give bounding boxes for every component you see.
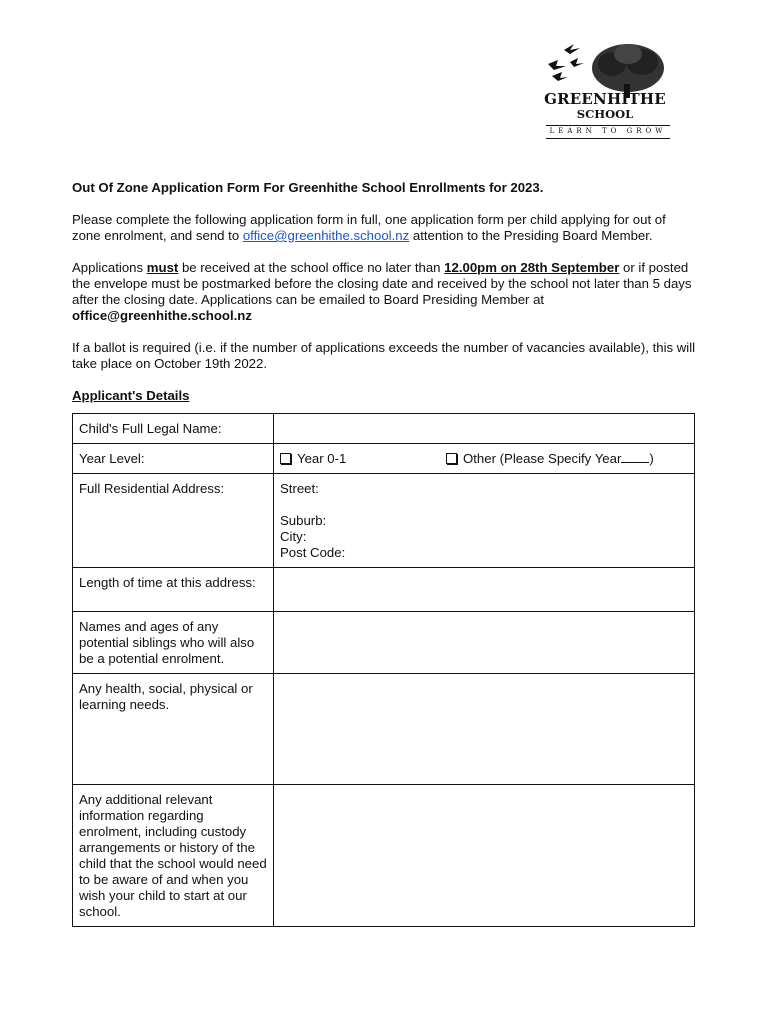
logo-school: SCHOOL <box>576 107 634 121</box>
additional-info-label: Any additional relevant information regarding enrolment, including custody arrangements or history of the child that the school would need to be aware of and when you wish your child to start at our school. <box>73 785 274 927</box>
street-label: Street: <box>280 481 319 496</box>
suburb-label: Suburb: <box>280 513 327 528</box>
deadline-text-2: be received at the school office no later than <box>178 260 445 275</box>
table-row <box>73 785 695 927</box>
table-row <box>73 414 695 444</box>
logo-divider-bottom <box>546 138 670 139</box>
board-email: office@greenhithe.school.nz <box>72 308 252 323</box>
needs-field[interactable] <box>274 674 695 785</box>
siblings-label: Names and ages of any potential siblings who will also be a potential enrolment. <box>73 612 274 674</box>
year-level-field <box>274 444 695 474</box>
office-email-link[interactable]: office@greenhithe.school.nz <box>242 228 410 243</box>
school-logo <box>540 40 675 142</box>
table-row <box>73 474 695 568</box>
other-year-option[interactable] <box>446 451 654 467</box>
must-emphasis: must <box>146 260 179 275</box>
other-year-close: ) <box>649 451 654 466</box>
year-0-1-label: Year 0-1 <box>297 451 347 466</box>
table-row <box>73 568 695 612</box>
city-label: City: <box>280 529 307 544</box>
table-row <box>73 612 695 674</box>
address-field[interactable] <box>274 474 695 568</box>
table-row <box>73 674 695 785</box>
length-at-address-field[interactable] <box>274 568 695 612</box>
table-row <box>73 444 695 474</box>
logo-divider-top <box>546 125 670 126</box>
form-title: Out Of Zone Application Form For Greenhithe School Enrollments for 2023. <box>72 180 544 195</box>
checkbox-icon[interactable] <box>446 453 457 464</box>
postcode-label: Post Code: <box>280 545 346 560</box>
applicant-details-table <box>72 413 695 927</box>
siblings-field[interactable] <box>274 612 695 674</box>
deadline-date: 12.00pm on 28th September <box>444 260 620 275</box>
child-name-field[interactable] <box>274 414 695 444</box>
logo-tagline: LEARN TO GROW <box>549 127 667 135</box>
child-name-label: Child's Full Legal Name: <box>73 414 274 444</box>
additional-info-field[interactable] <box>274 785 695 927</box>
year-level-label: Year Level: <box>73 444 274 474</box>
section-title: Applicant's Details <box>72 388 190 403</box>
checkbox-icon[interactable] <box>280 453 291 464</box>
deadline-paragraph <box>72 260 697 324</box>
deadline-text-1: Applications <box>72 260 147 275</box>
intro-paragraph <box>72 212 697 244</box>
logo-name: GREENHITHE <box>544 90 666 108</box>
year-0-1-option[interactable] <box>280 451 346 466</box>
other-year-label: Other (Please Specify Year <box>463 451 622 466</box>
length-at-address-label: Length of time at this address: <box>73 568 274 612</box>
intro-text-before: Please complete the following application form in full, one application form per child applying for out of zone enrolment, and send to <box>72 212 666 243</box>
deadline-text-3: or if posted the envelope must be postmarked before the closing date and received by the school not later than 5 days after the closing date. Applications can be emailed to Board Presiding Member at <box>72 260 692 307</box>
other-year-blank[interactable] <box>621 451 649 463</box>
intro-text-after: attention to the Presiding Board Member. <box>409 228 653 243</box>
ballot-paragraph: If a ballot is required (i.e. if the number of applications exceeds the number of vacancies available), this will take place on October 19th 2022. <box>72 340 696 371</box>
needs-label: Any health, social, physical or learning needs. <box>73 674 274 785</box>
document-body <box>72 180 697 927</box>
address-label: Full Residential Address: <box>73 474 274 568</box>
